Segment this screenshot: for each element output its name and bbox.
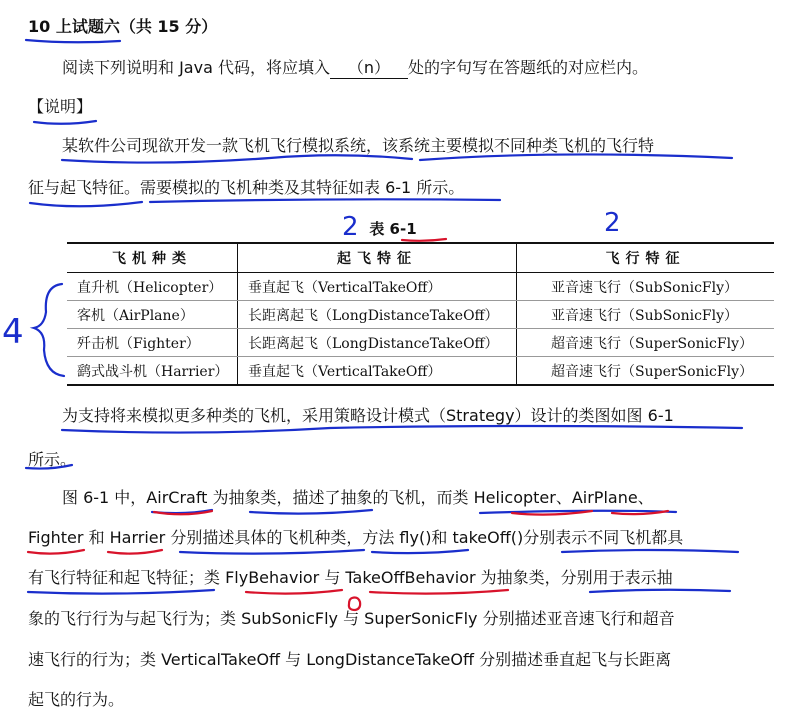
handwritten-mark-col2: 2: [342, 212, 359, 242]
table-header-row: [67, 243, 774, 273]
para3-underline-f: [562, 550, 738, 552]
para2-line2: 所示。: [28, 450, 77, 469]
para3-underline-d: [180, 550, 364, 554]
intro-line: [62, 58, 648, 79]
table-row: [67, 273, 774, 301]
section-underline: [34, 121, 96, 124]
table-row: [67, 357, 774, 386]
header-takeoff-feature: 起飞特征: [238, 243, 517, 273]
para3-underline-g: [28, 590, 214, 594]
exam-question-title: 10 上试题六（共 15 分）: [28, 17, 218, 36]
para2-underline: [62, 426, 742, 433]
table-row: [67, 301, 774, 329]
para1-line1: 某软件公司现欲开发一款飞机飞行模拟系统，该系统主要模拟不同种类飞机的飞行特: [62, 136, 655, 155]
para3-line6: 起飞的行为。: [28, 690, 125, 709]
title-underline: [26, 40, 120, 42]
table-cell: 超音速飞行（SuperSonicFly）: [517, 329, 775, 357]
red-underline-flybehavior: [246, 590, 342, 594]
handwritten-mark-rows: 4: [2, 312, 24, 352]
red-underline-helicopter: [512, 511, 592, 515]
para3-underline-h: [590, 590, 730, 592]
table-row: [67, 329, 774, 357]
table-cell: 客机（AirPlane）: [67, 301, 238, 329]
para1-line2: 征与起飞特征。需要模拟的飞机种类及其特征如表 6-1 所示。: [28, 178, 465, 197]
caption-red-underline: [402, 239, 446, 241]
red-underline-aircraft: [154, 511, 212, 514]
para3-line2: Fighter 和 Harrier 分别描述具体的飞机种类，方法 fly()和 takeOff()分别表示不同飞机都具: [28, 528, 684, 547]
para2-line1: 为支持将来模拟更多种类的飞机，采用策略设计模式（Strategy）设计的类图如图 6-1: [62, 406, 674, 425]
table-cell: 垂直起飞（VerticalTakeOff）: [238, 357, 517, 386]
para3-line5: 速飞行的行为；类 VerticalTakeOff 与 LongDistanceTakeOff 分别描述垂直起飞与长距离: [28, 650, 672, 669]
table-cell: 超音速飞行（SuperSonicFly）: [517, 357, 775, 386]
handwritten-mark-col3: 2: [604, 208, 621, 238]
table-cell: 鹞式战斗机（Harrier）: [67, 357, 238, 386]
table-cell: 长距离起飞（LongDistanceTakeOff）: [238, 301, 517, 329]
red-underline-takeoffbehavior: [370, 590, 508, 594]
red-underline-airplane: [612, 511, 668, 514]
para3-underline-a: [152, 510, 212, 513]
para1-underline-a: [62, 155, 412, 162]
red-underline-fighter: [28, 550, 84, 554]
para3-line4: 象的飞行行为与起飞行为；类 SubSonicFly 与 SuperSonicFly 分别描述亚音速飞行和超音: [28, 609, 675, 628]
table-cell: 长距离起飞（LongDistanceTakeOff）: [238, 329, 517, 357]
para3-underline-e: [372, 550, 468, 553]
red-underline-harrier: [108, 550, 162, 554]
table-cell: 垂直起飞（VerticalTakeOff）: [238, 273, 517, 301]
table-bracket: [34, 284, 64, 376]
section-label: 【说明】: [28, 97, 93, 116]
para3-underline-b: [250, 510, 372, 514]
para3-line3: 有飞行特征和起飞特征；类 FlyBehavior 与 TakeOffBehavior 为抽象类，分别用于表示抽: [28, 568, 673, 587]
para1-underline-c: [30, 202, 142, 206]
answer-blank: （n）: [330, 58, 408, 79]
header-fly-feature: 飞行特征: [517, 243, 775, 273]
table-caption: 表 6-1: [369, 220, 417, 238]
table-cell: 直升机（Helicopter）: [67, 273, 238, 301]
table-cell: 亚音速飞行（SubSonicFly）: [517, 301, 775, 329]
feature-table: [67, 242, 774, 386]
table-cell: 亚音速飞行（SubSonicFly）: [517, 273, 775, 301]
para3-underline-c: [480, 511, 676, 513]
header-aircraft-type: 飞机种类: [67, 243, 238, 273]
para3-line1: 图 6-1 中，AirCraft 为抽象类，描述了抽象的飞机，而类 Helicopter、AirPlane、: [62, 488, 654, 507]
intro-before: 阅读下列说明和 Java 代码，将应填入: [62, 58, 330, 77]
intro-after: 处的字句写在答题纸的对应栏内。: [407, 58, 648, 77]
para1-underline-d: [150, 199, 500, 202]
table-cell: 歼击机（Fighter）: [67, 329, 238, 357]
